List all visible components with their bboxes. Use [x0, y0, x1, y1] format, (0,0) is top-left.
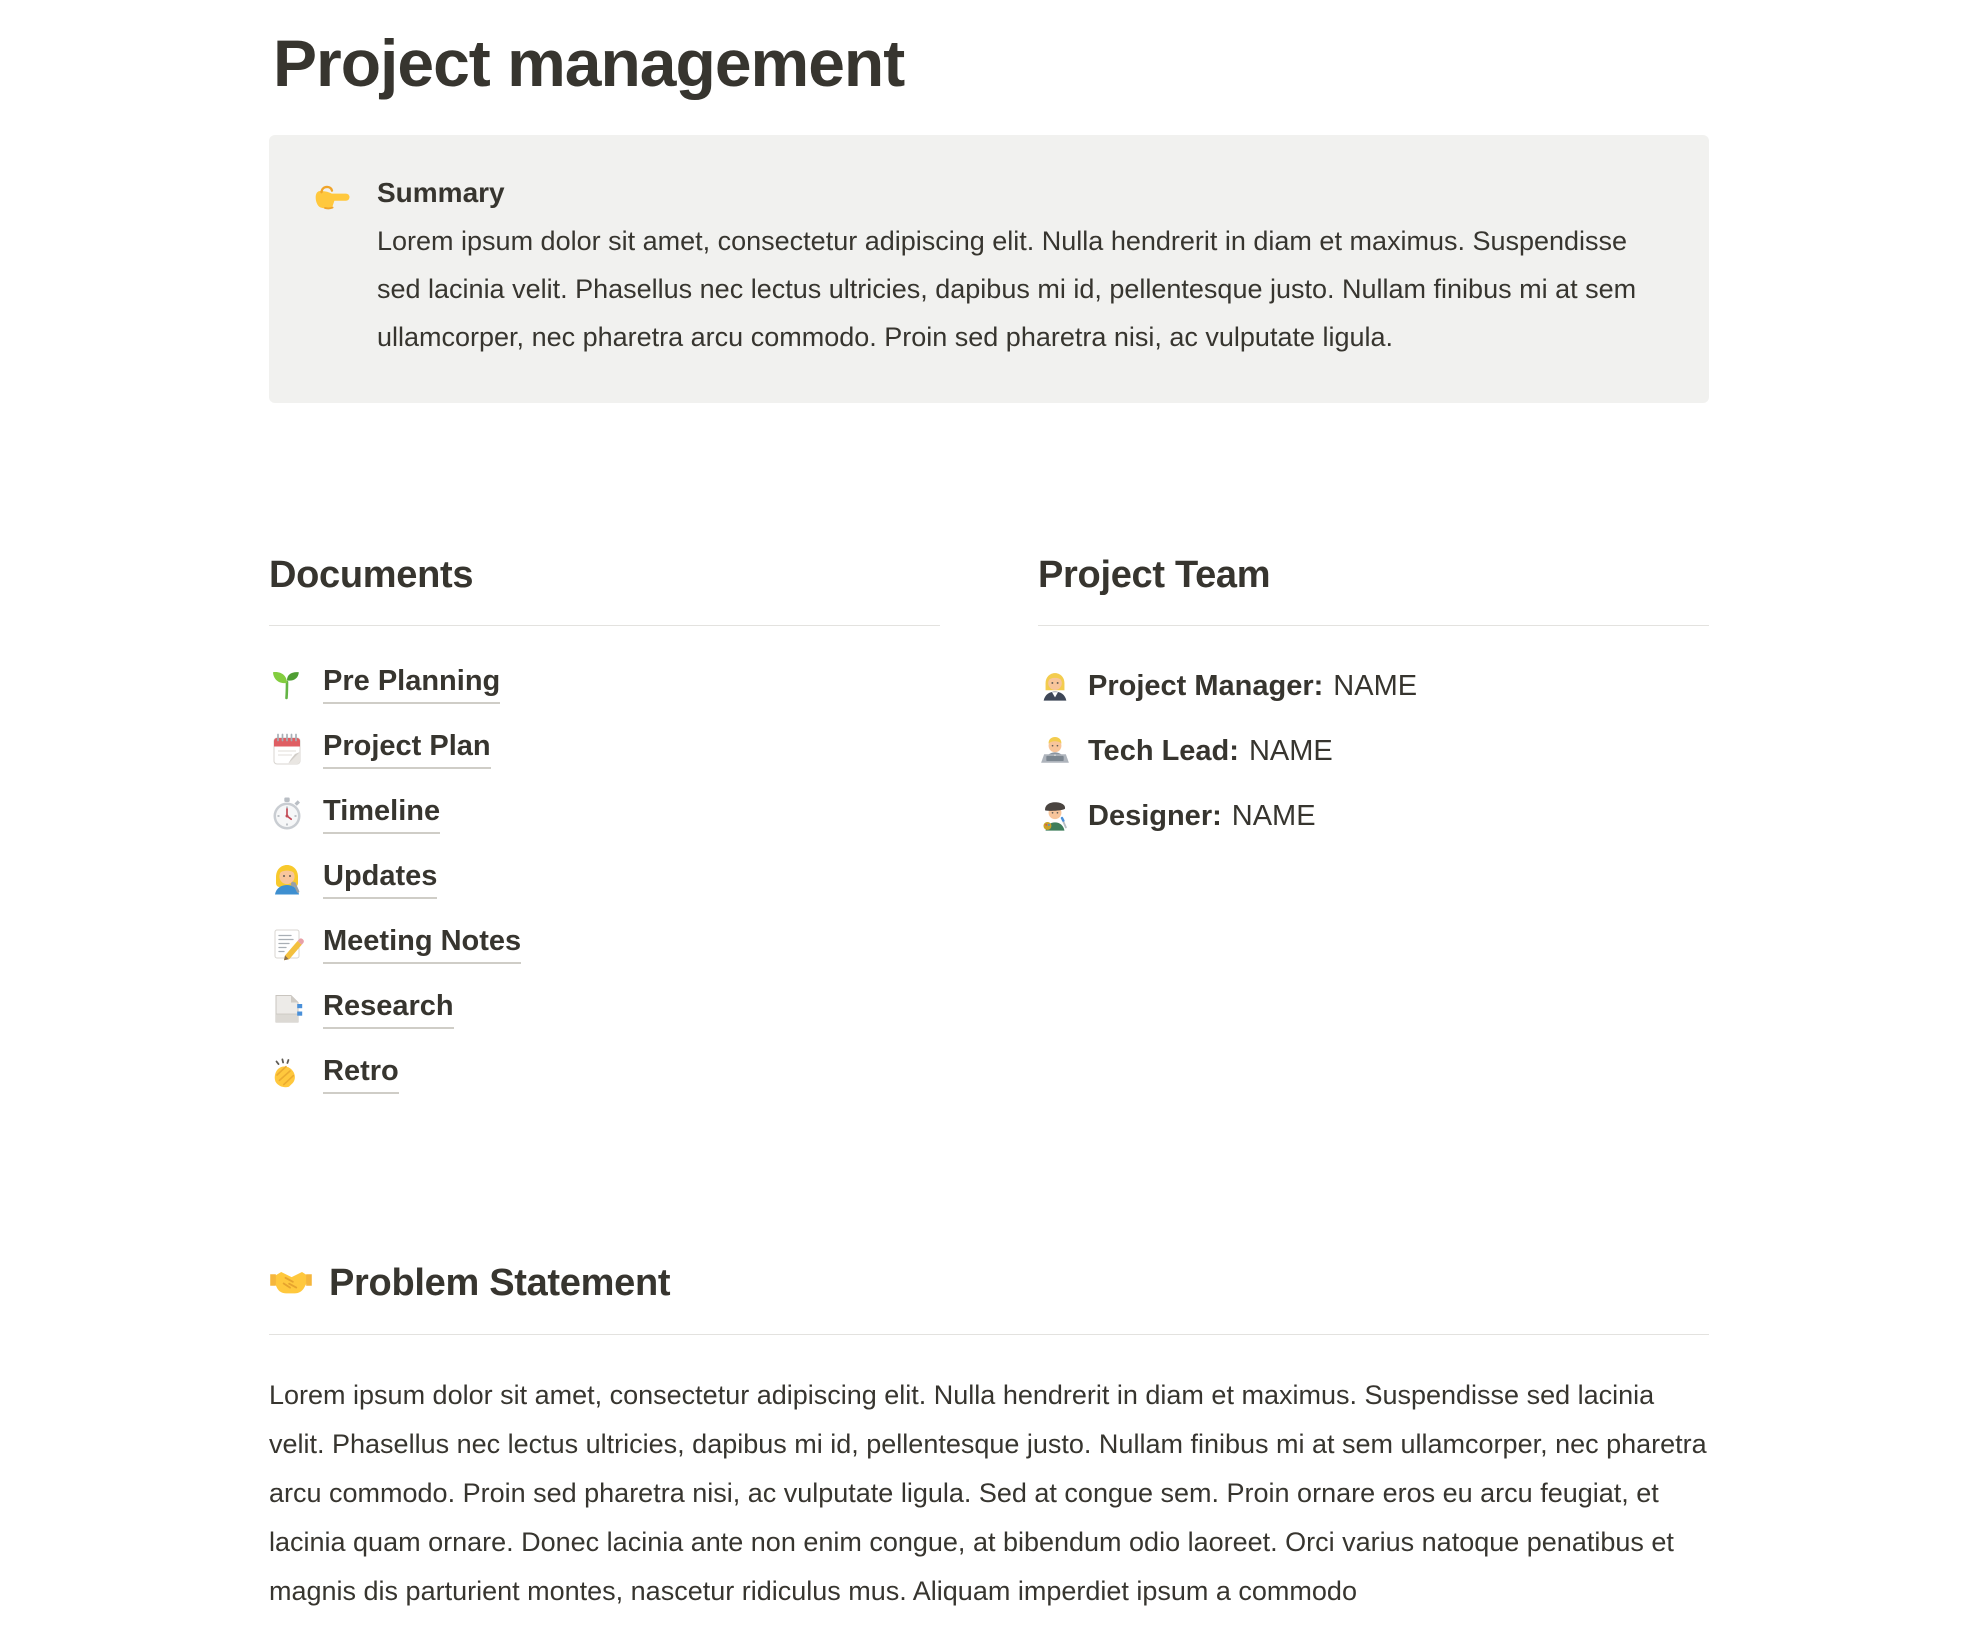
handshake-icon — [269, 1261, 313, 1305]
document-link-timeline[interactable] — [269, 782, 940, 847]
document-link-pre-planning[interactable] — [269, 652, 940, 717]
summary-callout — [269, 135, 1709, 403]
document-link-updates[interactable] — [269, 847, 940, 912]
team-member-project-manager — [1038, 654, 1709, 719]
document-link-meeting-notes[interactable] — [269, 912, 940, 977]
document-link-label[interactable]: Research — [323, 990, 454, 1029]
problem-statement-header — [269, 1259, 1709, 1308]
page-title: Project management — [273, 26, 905, 100]
documents-list — [269, 652, 940, 1107]
document-link-project-plan[interactable] — [269, 717, 940, 782]
document-link-label[interactable]: Updates — [323, 860, 437, 899]
team-member-name: NAME — [1333, 669, 1418, 702]
man-artist-icon — [1038, 799, 1072, 833]
woman-mechanic-icon — [269, 861, 305, 897]
seedling-icon — [269, 666, 305, 702]
woman-office-worker-icon — [1038, 669, 1072, 703]
team-member-role: Project Manager: — [1088, 669, 1324, 702]
summary-callout-content — [377, 169, 1667, 361]
documents-column — [269, 551, 940, 1106]
document-link-label[interactable]: Meeting Notes — [323, 925, 521, 964]
document-link-retro[interactable] — [269, 1042, 940, 1107]
document-link-research[interactable] — [269, 977, 940, 1042]
spiral-calendar-icon — [269, 731, 305, 767]
team-member-designer — [1038, 784, 1709, 849]
memo-icon — [269, 926, 305, 962]
document-link-label[interactable]: Timeline — [323, 795, 440, 834]
problem-statement-heading: Problem Statement — [329, 1261, 671, 1304]
summary-callout-title: Summary — [377, 177, 505, 209]
documents-divider — [269, 625, 940, 626]
team-member-role: Tech Lead: — [1088, 734, 1239, 767]
team-divider — [1038, 625, 1709, 626]
clapping-hands-icon — [269, 1056, 305, 1092]
bookmark-tabs-icon — [269, 991, 305, 1027]
summary-callout-body: Lorem ipsum dolor sit amet, consectetur adipiscing elit. Nulla hendrerit in diam et maximus. Suspendisse sed lacinia velit. Phasellus nec lectus ultricies, dapibus mi id, pellentesque justo. Nullam finibus mi at sem ullamcorper, nec pharetra arcu commodo. Proin sed pharetra nisi, ac vulputate ligula. — [377, 226, 1637, 353]
document-link-label[interactable]: Project Plan — [323, 730, 491, 769]
team-member-role: Designer: — [1088, 799, 1222, 832]
project-team-heading: Project Team — [1038, 554, 1271, 597]
point-right-icon — [311, 177, 353, 219]
notion-page — [269, 0, 1709, 1616]
team-list — [1038, 654, 1709, 849]
document-link-label[interactable]: Pre Planning — [323, 665, 500, 704]
document-link-label[interactable]: Retro — [323, 1055, 399, 1094]
documents-heading: Documents — [269, 554, 474, 597]
problem-statement-body: Lorem ipsum dolor sit amet, consectetur adipiscing elit. Nulla hendrerit in diam et maximus. Suspendisse sed lacinia velit. Phasellus nec lectus ultricies, dapibus mi id, pellentesque justo. Nullam finibus mi at sem ullamcorper, nec pharetra arcu commodo. Proin sed pharetra nisi, ac vulputate ligula. Sed at congue sem. Proin ornare eros eu arcu feugiat, et lacinia quam ornare. Donec lacinia ante non enim congue, at bibendum odio laoreet. Orci varius natoque penatibus et magnis dis parturient montes, nascetur ridiculus mus. Aliquam imperdiet ipsum a commodo — [269, 1379, 1707, 1606]
team-member-name: NAME — [1248, 734, 1333, 767]
team-member-name: NAME — [1231, 799, 1316, 832]
stopwatch-icon — [269, 796, 305, 832]
problem-statement-divider — [269, 1334, 1709, 1335]
two-column-section — [269, 551, 1709, 1106]
team-column — [1038, 551, 1709, 1106]
team-member-tech-lead — [1038, 719, 1709, 784]
man-technologist-icon — [1038, 734, 1072, 768]
